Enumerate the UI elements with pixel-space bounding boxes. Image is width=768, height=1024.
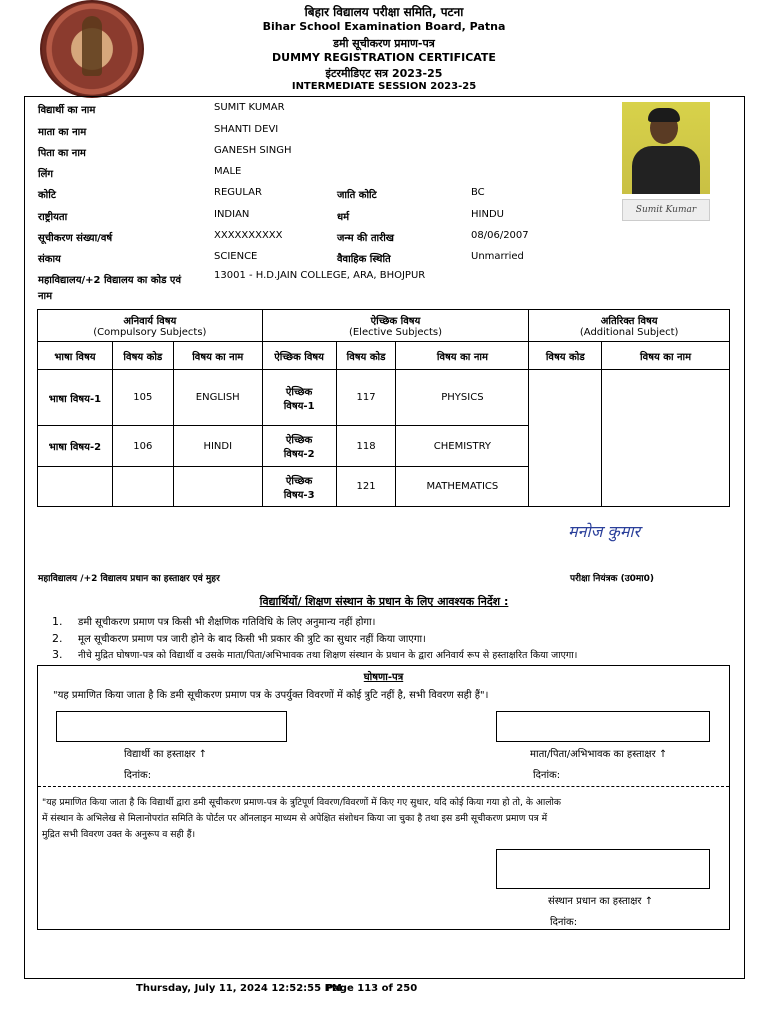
college-label-line2: नाम <box>38 291 53 302</box>
parent-signature-box[interactable] <box>496 711 710 742</box>
mother-name-label: माता का नाम <box>38 127 87 138</box>
gender-value: MALE <box>214 166 242 177</box>
compulsory-header <box>38 310 263 342</box>
institution-statement-line3: मुद्रित सभी विवरण उक्त के अनुरूप व सही हैं। <box>42 829 196 840</box>
institution-statement-line2: में संस्थान के अभिलेख से मिलानोपरांत समिति के पोर्टल पर ऑनलाइन माध्यम से अपेक्षित संशोधन किया जा चुका है तथा इस डमी सूचीकरण प्रमाण पत्र में <box>42 813 548 824</box>
registration-label: सूचीकरण संख्या/वर्ष <box>38 233 113 244</box>
institution-statement-line1: "यह प्रमाणित किया जाता है कि विद्यार्थी द्वारा डमी सूचीकरण प्रमाण-पत्र के त्रुटिपूर्ण विवरण/विवरणों में किए गए सुधार, यदि कोई किया गया हो तो, के आलोक <box>42 797 561 808</box>
controller-signature: मनोज कुमार <box>568 522 641 541</box>
mother-name: SHANTI DEVI <box>214 124 279 135</box>
declaration-statement: "यह प्रमाणित किया जाता है कि डमी सूचीकरण प्रमाण पत्र के उपर्युक्त विवरणों में कोई त्रुटि नहीं है, सभी विवरण सही हैं"। <box>53 690 489 701</box>
elective-code-2: 118 <box>336 426 396 467</box>
col-lang-subject: भाषा विषय <box>38 342 113 370</box>
faculty-value: SCIENCE <box>214 251 258 262</box>
nationality-label: राष्ट्रीयता <box>38 212 68 223</box>
category-label: कोटि <box>38 190 56 201</box>
table-row <box>38 370 730 426</box>
registration-number: XXXXXXXXXX <box>214 230 283 241</box>
lang-name-2: HINDI <box>173 426 262 467</box>
elective-name-1: PHYSICS <box>396 370 529 426</box>
board-name-english: Bihar School Examination Board, Patna <box>262 20 506 33</box>
religion-value: HINDU <box>471 209 504 220</box>
certificate-title-hindi: डमी सूचीकरण प्रमाण-पत्र <box>333 37 435 50</box>
elective-label-1 <box>262 370 336 426</box>
student-date-label: दिनांक: <box>124 770 152 781</box>
session-hindi: इंटरमीडिएट सत्र 2023-25 <box>325 67 443 80</box>
footer-page-number: Page 113 of 250 <box>326 983 418 994</box>
instruction-text: डमी सूचीकरण प्रमाण पत्र किसी भी शैक्षणिक गतिविधि के लिए अनुमान्य नहीं होगा। <box>78 617 376 628</box>
subjects-table <box>37 309 730 507</box>
lang-name-3 <box>173 467 262 507</box>
institution-signature-label: संस्थान प्रधान का हस्ताक्षर ↑ <box>548 896 654 907</box>
additional-header <box>529 310 730 342</box>
student-signature-label: विद्यार्थी का हस्ताक्षर ↑ <box>124 749 207 760</box>
elective-label-3-line1: ऐच्छिक <box>285 475 313 487</box>
religion-label: धर्म <box>337 212 350 223</box>
lang-code-2: 106 <box>112 426 173 467</box>
student-photo <box>622 102 710 194</box>
col-elective-code: विषय कोड <box>336 342 396 370</box>
category-value: REGULAR <box>214 187 262 198</box>
elective-label-1-line1: ऐच्छिक <box>285 386 313 398</box>
col-subject-code: विषय कोड <box>112 342 173 370</box>
additional-name-cell <box>602 370 730 507</box>
declaration-divider <box>38 786 729 787</box>
dob-value: 08/06/2007 <box>471 230 529 241</box>
head-signature-label: महाविद्यालय /+2 विद्यालय प्रधान का हस्ताक्षर एवं मुहर <box>38 574 220 584</box>
session-english: INTERMEDIATE SESSION 2023-25 <box>291 81 477 92</box>
instruction-text: मूल सूचीकरण प्रमाण पत्र जारी होने के बाद किसी भी प्रकार की त्रुटि का सुधार नहीं किया जाएगा। <box>78 634 426 645</box>
dob-label: जन्म की तारीख <box>337 233 394 244</box>
parent-date-label: दिनांक: <box>533 770 561 781</box>
elective-header-english: (Elective Subjects) <box>348 327 443 338</box>
parent-signature-label: माता/पिता/अभिभावक का हस्ताक्षर ↑ <box>530 749 668 760</box>
elective-header-hindi: ऐच्छिक विषय <box>370 316 421 327</box>
elective-label-2 <box>262 426 336 467</box>
col-elective-name: विषय का नाम <box>396 342 529 370</box>
elective-label-3-line2: विषय-3 <box>283 489 315 501</box>
additional-code-cell <box>529 370 602 507</box>
lang-code-1: 105 <box>112 370 173 426</box>
elective-name-3: MATHEMATICS <box>396 467 529 507</box>
institution-signature-box[interactable] <box>496 849 710 889</box>
elective-code-3: 121 <box>336 467 396 507</box>
photo-hair <box>648 108 680 122</box>
marital-status-value: Unmarried <box>471 251 524 262</box>
instruction-num: 1. <box>52 615 63 628</box>
col-subject-name: विषय का नाम <box>173 342 262 370</box>
footer-timestamp: Thursday, July 11, 2024 12:52:55 PM <box>136 983 342 994</box>
gender-label: लिंग <box>38 169 53 180</box>
father-name-label: पिता का नाम <box>38 148 86 159</box>
instruction-item <box>52 614 375 628</box>
certificate-title-english: DUMMY REGISTRATION CERTIFICATE <box>272 51 496 64</box>
elective-label-2-line2: विषय-2 <box>283 449 315 460</box>
caste-value: BC <box>471 187 485 198</box>
marital-status-label: वैवाहिक स्थिति <box>337 254 391 265</box>
col-additional-name: विषय का नाम <box>602 342 730 370</box>
lang-subject-2: भाषा विषय-2 <box>38 426 113 467</box>
additional-header-english: (Additional Subject) <box>579 327 679 338</box>
elective-header <box>262 310 529 342</box>
elective-name-2: CHEMISTRY <box>396 426 529 467</box>
student-photo-signature: Sumit Kumar <box>622 199 710 221</box>
instruction-num: 3. <box>52 648 63 661</box>
compulsory-header-english: (Compulsory Subjects) <box>93 327 207 338</box>
institution-date-label: दिनांक: <box>550 917 578 928</box>
elective-label-3 <box>262 467 336 507</box>
col-elective-subject: ऐच्छिक विषय <box>262 342 336 370</box>
nationality-value: INDIAN <box>214 209 250 220</box>
additional-header-hindi: अतिरिक्त विषय <box>600 316 658 327</box>
lang-name-1: ENGLISH <box>173 370 262 426</box>
father-name: GANESH SINGH <box>214 145 292 156</box>
instruction-text: नीचे मुद्रित घोषणा-पत्र को विद्यार्थी व उसके माता/पिता/अभिभावक तथा शिक्षण संस्थान के प्रधान के द्वारा अनिवार्य रूप से हस्ताक्षरित किया जाएगा। <box>78 650 578 661</box>
col-additional-code: विषय कोड <box>529 342 602 370</box>
elective-code-1: 117 <box>336 370 396 426</box>
compulsory-header-hindi: अनिवार्य विषय <box>123 316 177 327</box>
faculty-label: संकाय <box>38 254 61 265</box>
student-name: SUMIT KUMAR <box>214 102 285 113</box>
student-name-label: विद्यार्थी का नाम <box>38 105 96 116</box>
instruction-item <box>52 648 577 661</box>
college-label-line1: महाविद्यालय/+2 विद्यालय का कोड एवं <box>38 275 182 286</box>
instruction-item <box>52 631 426 645</box>
declaration-title: घोषणा-पत्र <box>363 672 404 683</box>
lang-subject-3 <box>38 467 113 507</box>
instruction-num: 2. <box>52 632 63 645</box>
caste-label: जाति कोटि <box>337 190 377 201</box>
board-name-hindi: बिहार विद्यालय परीक्षा समिति, पटना <box>304 5 464 19</box>
controller-signature-label: परीक्षा नियंत्रक (उ0मा0) <box>570 574 654 584</box>
lang-subject-1: भाषा विषय-1 <box>38 370 113 426</box>
elective-label-2-line1: ऐच्छिक <box>285 435 313 446</box>
college-value: 13001 - H.D.JAIN COLLEGE, ARA, BHOJPUR <box>214 270 426 281</box>
elective-label-1-line2: विषय-1 <box>283 400 315 412</box>
photo-body <box>632 146 700 194</box>
instructions-title: विद्यार्थियों/ शिक्षण संस्थान के प्रधान के लिए आवश्यक निर्देश : <box>259 595 509 608</box>
lang-code-3 <box>112 467 173 507</box>
student-signature-box[interactable] <box>56 711 287 742</box>
